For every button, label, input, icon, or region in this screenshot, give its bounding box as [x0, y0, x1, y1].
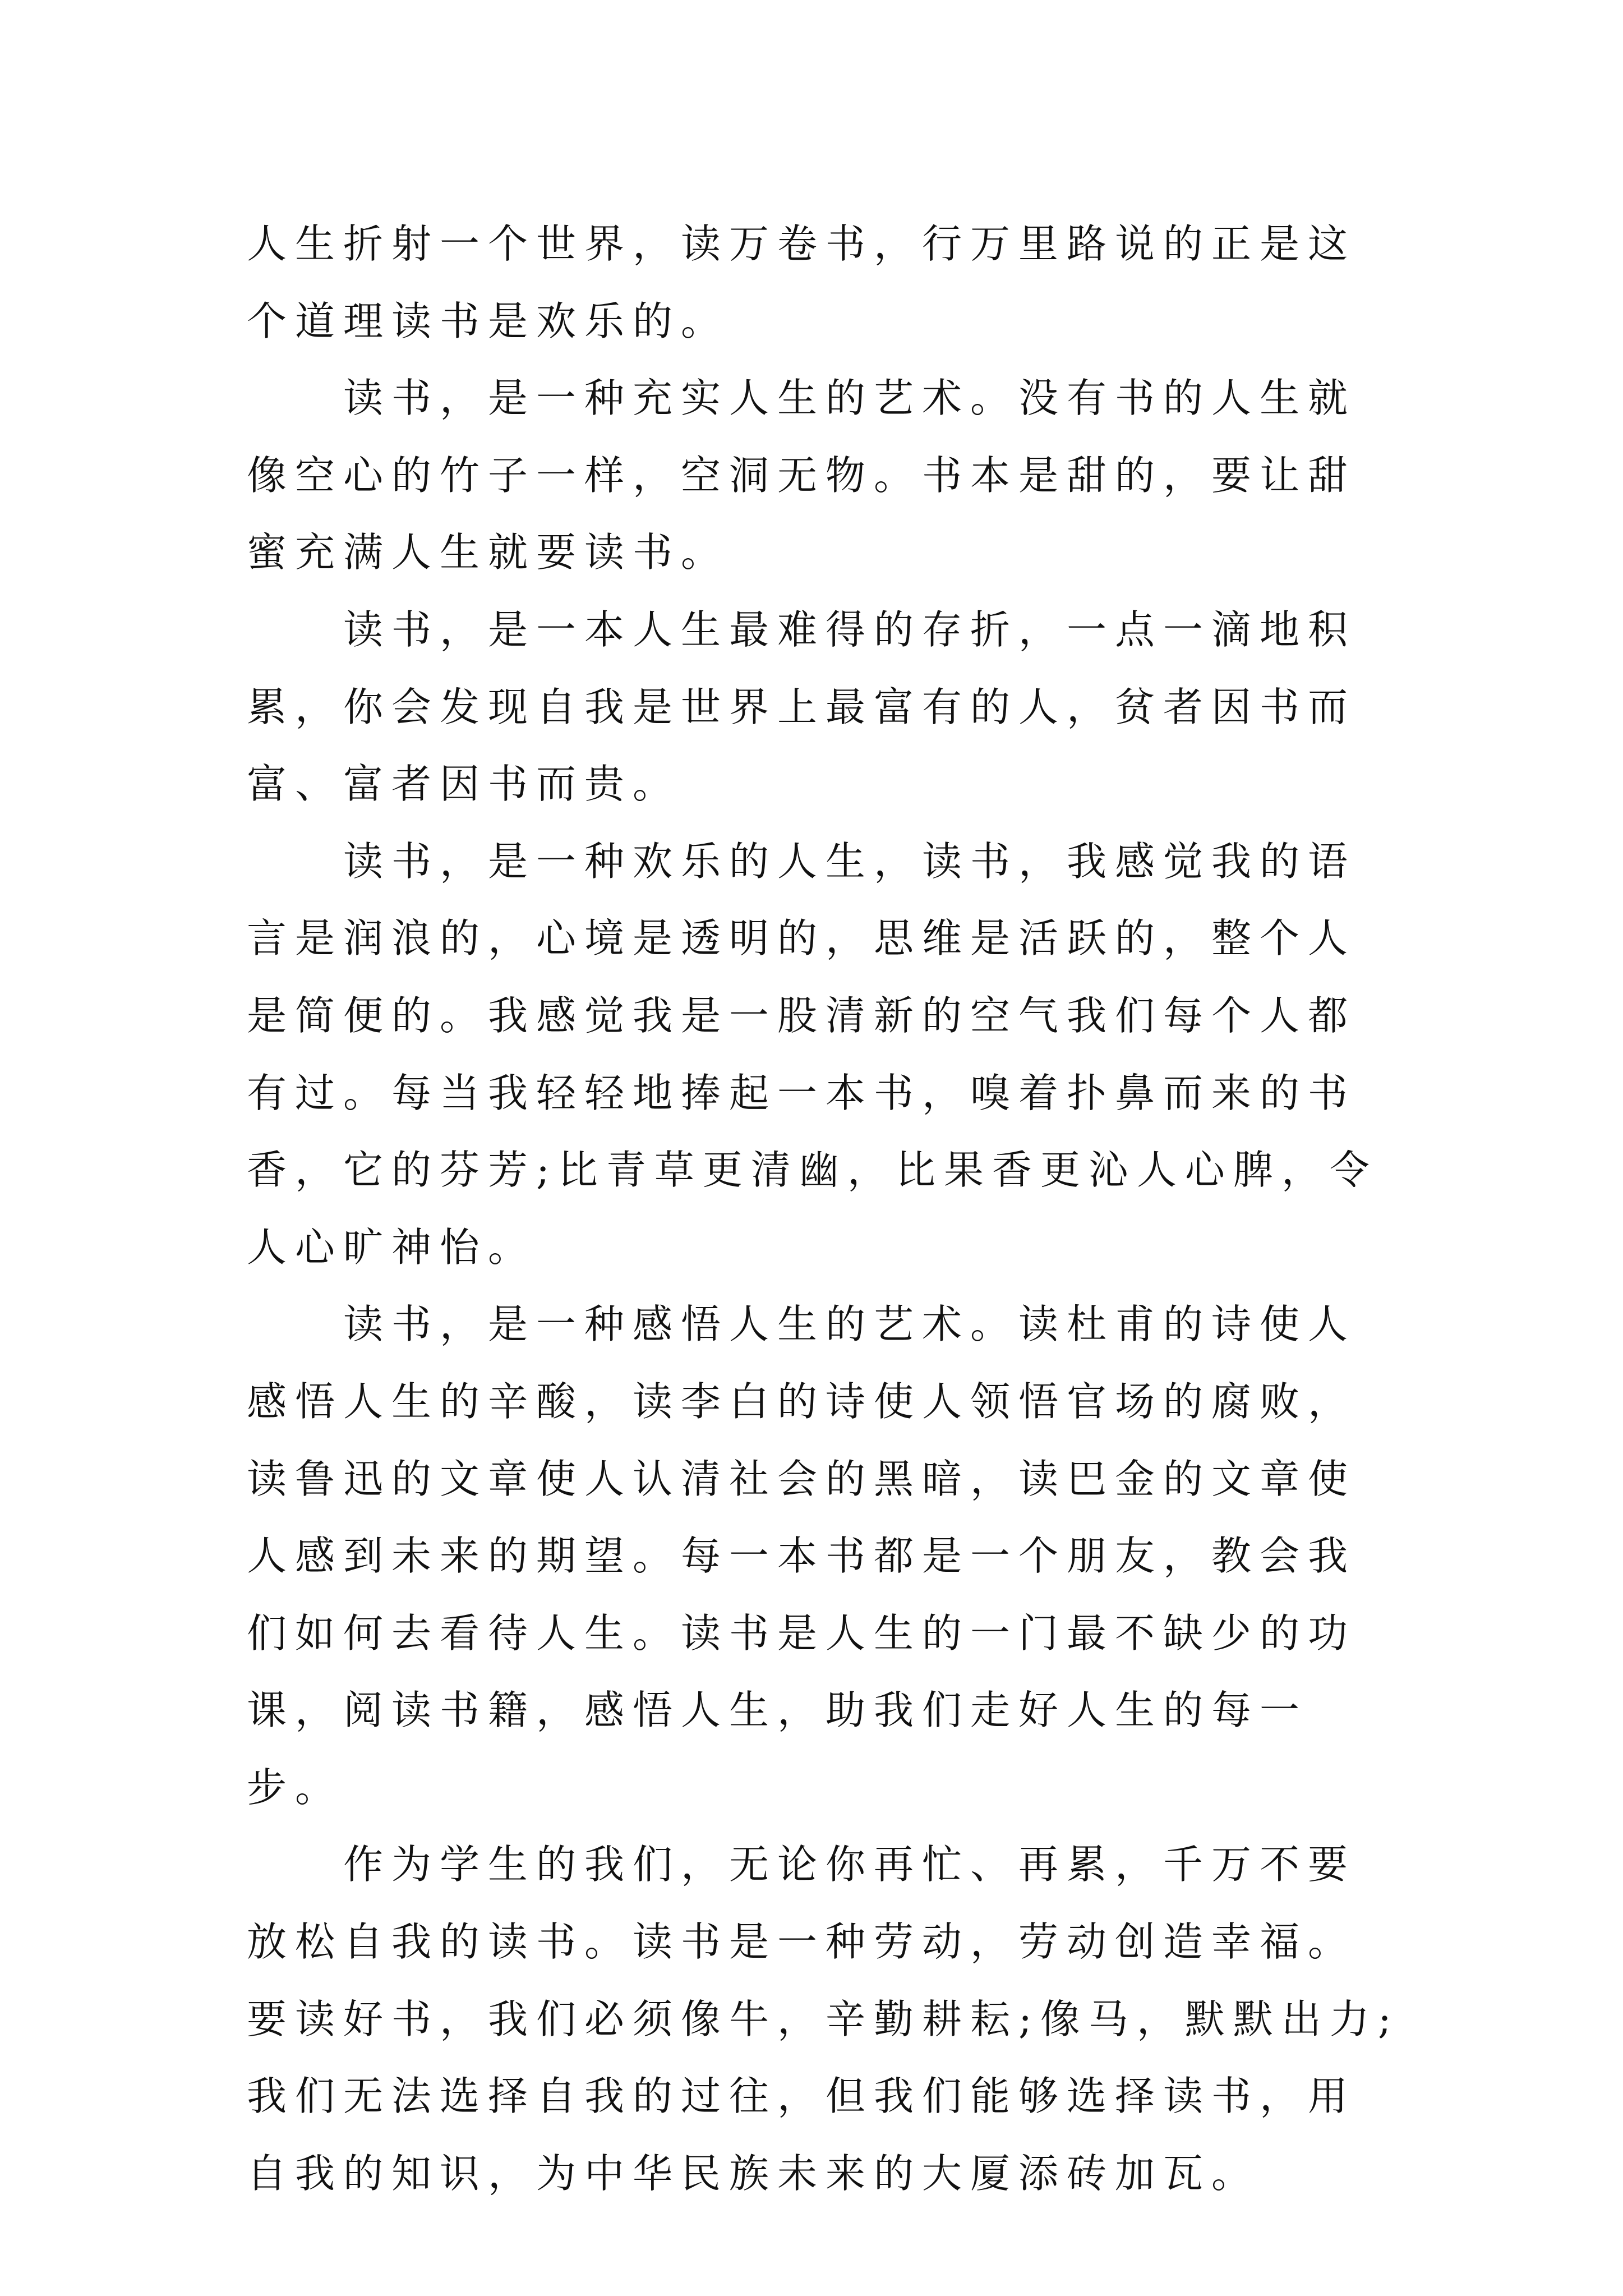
paragraph-1: 人生折射一个世界，读万卷书，行万里路说的正是这个道理读书是欢乐的。: [247, 220, 1357, 344]
paragraph-4: 读书，是一种欢乐的人生，读书，我感觉我的语言是润浪的，心境是透明的，思维是活跃的，整个人是简便的。我感觉我是一股清新的空气我们每个人都有过。每当我轻轻地捧起一本书，嗅着扑鼻而来的书香，它的芬芳;比青草更清幽，比果香更沁人心脾，令人心旷神怡。: [247, 838, 1378, 1271]
body-text: [247, 205, 1402, 2212]
paragraph-6: 作为学生的我们，无论你再忙、再累，千万不要放松自我的读书。读书是一种劳动，劳动创造幸福。要读好书，我们必须像牛，辛勤耕耘;像马，默默出力;我们无法选择自我的过往，但我们能够选择读书，用自我的知识，为中华民族未来的大厦添砖加瓦。: [247, 1841, 1400, 2197]
paragraph-2: 读书，是一种充实人生的艺术。没有书的人生就像空心的竹子一样，空洞无物。书本是甜的，要让甜蜜充满人生就要读书。: [247, 375, 1357, 576]
paragraph-3: 读书，是一本人生最难得的存折，一点一滴地积累，你会发现自我是世界上最富有的人，贫者因书而富、富者因书而贵。: [247, 606, 1357, 808]
paragraph-5: 读书，是一种感悟人生的艺术。读杜甫的诗使人感悟人生的辛酸，读李白的诗使人领悟官场的腐败，读鲁迅的文章使人认清社会的黑暗，读巴金的文章使人感到未来的期望。每一本书都是一个朋友，教会我们如何去看待人生。读书是人生的一门最不缺少的功课，阅读书籍，感悟人生，助我们走好人生的每一步。: [247, 1301, 1357, 1811]
